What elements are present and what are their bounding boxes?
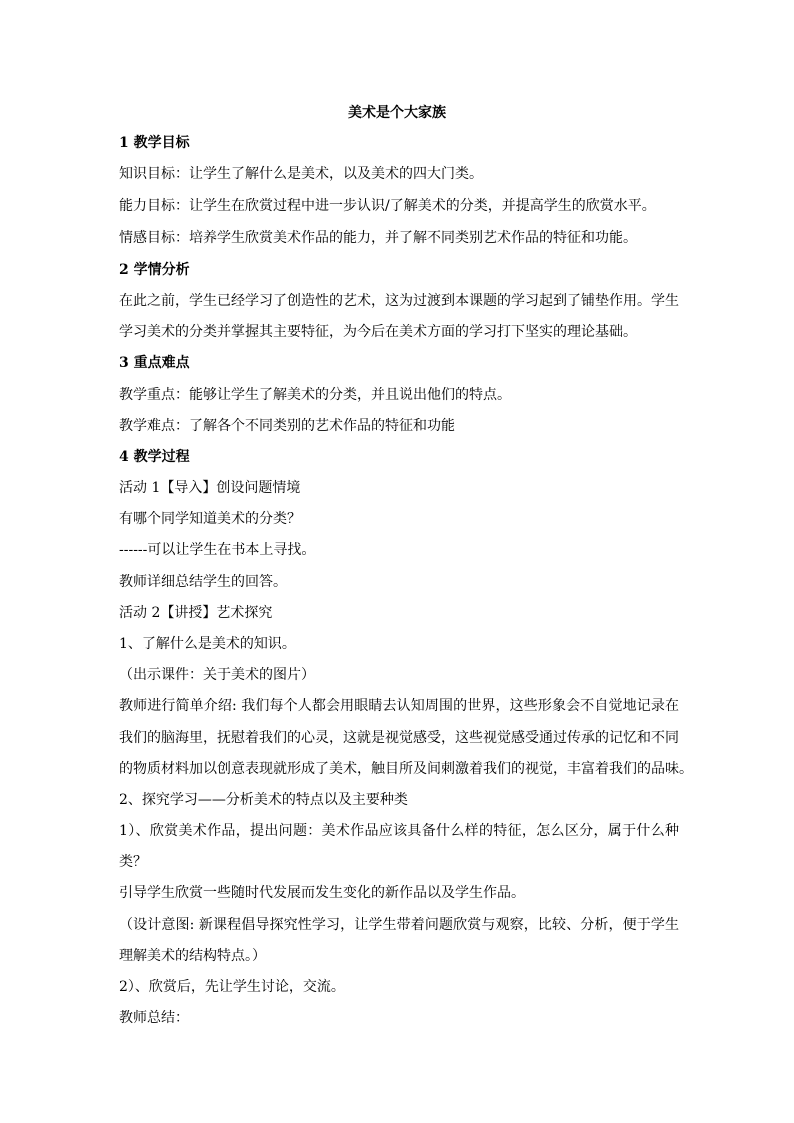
paragraph-line: 教学难点：了解各个不同类别的艺术作品的特征和功能	[119, 418, 455, 434]
paragraph-line: （设计意图: 新课程倡导探究性学习，让学生带着问题欣赏与观察，比较、分析，便于学生	[119, 917, 679, 933]
paragraph-line: 教师详细总结学生的回答。	[119, 574, 287, 590]
document-title: 美术是个大家族	[348, 105, 446, 121]
activity-heading: 活动 2【讲授】艺术探究	[119, 605, 273, 621]
paragraph-line: 教师总结：	[119, 1010, 189, 1026]
section-heading-objectives: 1 教学目标	[119, 135, 190, 151]
section-heading-analysis: 2 学情分析	[119, 262, 190, 278]
paragraph-line: 知识目标：让学生了解什么是美术，以及美术的四大门类。	[119, 166, 483, 182]
section-heading-process: 4 教学过程	[119, 449, 190, 465]
paragraph-line: 1）、欣赏美术作品，提出问题：美术作品应该具备什么样的特征，怎么区分，属于什么种	[119, 823, 679, 839]
paragraph-line: 的物质材料加以创意表现就形成了美术，触目所及间刺激着我们的视觉，丰富着我们的品味。	[119, 761, 693, 777]
paragraph-line: 教师进行简单介绍: 我们每个人都会用眼睛去认知周围的世界，这些形象会不自觉地记录在	[119, 698, 679, 714]
paragraph-line: 我们的脑海里，抚慰着我们的心灵，这就是视觉感受，这些视觉感受通过传承的记忆和不同	[119, 730, 679, 746]
paragraph-line: 理解美术的结构特点。）	[119, 948, 266, 964]
paragraph-line: 2、探究学习——分析美术的特点以及主要种类	[119, 792, 408, 808]
paragraph-line: 教学重点：能够让学生了解美术的分类，并且说出他们的特点。	[119, 387, 511, 403]
paragraph-line: ------可以让学生在书本上寻找。	[119, 542, 316, 558]
paragraph-line: （出示课件：关于美术的图片）	[119, 667, 315, 683]
paragraph-line: 引导学生欣赏一些随时代发展而发生变化的新作品以及学生作品。	[119, 885, 525, 901]
paragraph-line: 类？	[119, 854, 147, 870]
paragraph-line: 1、了解什么是美术的知识。	[119, 636, 296, 652]
activity-heading: 活动 1【导入】创设问题情境	[119, 480, 301, 496]
paragraph-line: 学习美术的分类并掌握其主要特征，为今后在美术方面的学习打下坚实的理论基础。	[119, 324, 637, 340]
paragraph-line: 在此之前，学生已经学习了创造性的艺术，这为过渡到本课题的学习起到了铺垫作用。学生	[119, 293, 679, 309]
paragraph-line: 情感目标：培养学生欣赏美术作品的能力，并了解不同类别艺术作品的特征和功能。	[119, 230, 637, 246]
paragraph-line: 能力目标：让学生在欣赏过程中进一步认识/了解美术的分类，并提高学生的欣赏水平。	[119, 198, 656, 214]
paragraph-line: 有哪个同学知道美术的分类？	[119, 511, 301, 527]
section-heading-key-points: 3 重点难点	[119, 355, 190, 371]
paragraph-line: 2）、欣赏后，先让学生讨论，交流。	[119, 979, 345, 995]
